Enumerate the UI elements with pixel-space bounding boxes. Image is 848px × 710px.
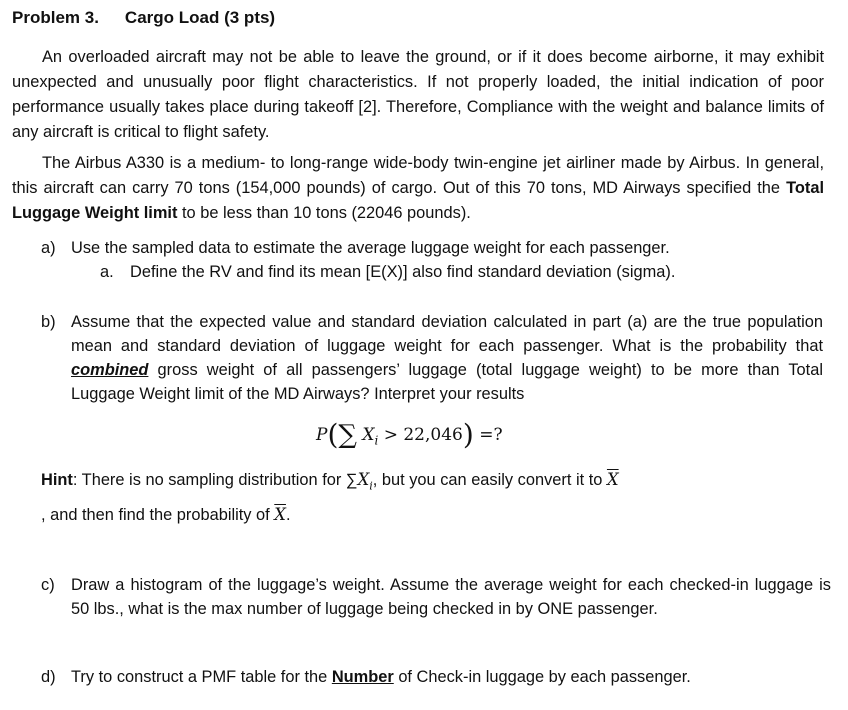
question-b-text [71,310,823,406]
question-b-text-end: gross weight of all passengers’ luggage (total luggage weight) to be more than Total Luggage Weight limit of the MD Airways? Interpret your results [71,361,823,403]
hint-text-2: , but you can easily convert it to [372,471,607,489]
formula-x: X [362,425,375,445]
problem-label: Problem 3. [12,8,99,27]
number-emphasis: Number [331,668,394,686]
formula-inequality: > 22,046 [383,425,463,445]
question-d-text-end: of Check-in luggage by each passenger. [393,668,691,686]
hint-text-3: , and then find the probability of [41,506,275,524]
formula-equals: =? [479,425,503,445]
hint-xi: X [357,470,370,489]
hint-xbar-2: $\overline{X}$ [274,505,286,524]
question-b-text-start: Assume that the expected value and standard deviation calculated in part (a) are the true population mean and standard deviation of luggage weight for each passenger. What is the probability that [71,313,823,355]
intro-paragraph-2-text-start: The Airbus A330 is a medium- to long-range wide-body twin-engine jet airliner made by Airbus. In general, this aircraft can carry 70 tons (154,000 pounds) of cargo. Out of this 70 tons, MD Airways specified the [12,154,824,197]
luggage-limit-emphasis: Total Luggage Weight limit [12,179,824,222]
intro-paragraph-1 [12,45,824,145]
question-c-marker: c) [41,576,55,594]
question-a-marker: a) [41,239,56,257]
question-a-text: Use the sampled data to estimate the average luggage weight for each passenger. [71,239,670,257]
intro-paragraph-1-text: An overloaded aircraft may not be able to leave the ground, or if it does become airborne, it may exhibit unexpected and unusually poor flight characteristics. If not properly loaded, the initial indication of poor performance usually takes place during takeoff [2]. Therefore, Compliance with the weight and balance limits of any aircraft is critical to flight safety. [12,48,824,141]
formula-sum-symbol: ∑ [338,420,357,450]
problem-title: Cargo Load (3 pts) [124,8,276,27]
formula-sub: i [374,433,379,448]
intro-paragraph-2-text-end: to be less than 10 tons (22046 pounds). [177,204,471,222]
question-a-sub-marker: a. [100,263,114,281]
hint-line-1 [41,468,619,498]
question-d-text [71,665,831,689]
problem-heading [12,8,275,28]
hint-end: . [285,506,291,524]
hint-sub: i [369,479,373,493]
hint-label: Hint [41,471,73,489]
hint-sum-symbol: ∑ [345,471,358,489]
hint-line-2 [41,503,291,527]
question-a-sub-text: Define the RV and find its mean [E(X)] also find standard deviation (sigma). [130,263,676,281]
question-d-text-start: Try to construct a PMF table for the [71,668,332,686]
combined-emphasis: combined [71,361,149,379]
question-c-text: Draw a histogram of the luggage’s weight. Assume the average weight for each checked-in luggage is 50 lbs., what is the max number of luggage being checked in by ONE passenger. [71,576,831,618]
question-b-marker: b) [41,313,56,331]
intro-paragraph-2 [12,151,824,226]
hint-xbar: $\overline{X}$ [606,470,619,489]
probability-formula: P(∑ $X_i > 22,046$) =? [316,418,503,451]
formula-p: P [316,425,328,445]
question-d-marker: d) [41,668,56,686]
hint-text-1: : There is no sampling distribution for [72,471,346,489]
